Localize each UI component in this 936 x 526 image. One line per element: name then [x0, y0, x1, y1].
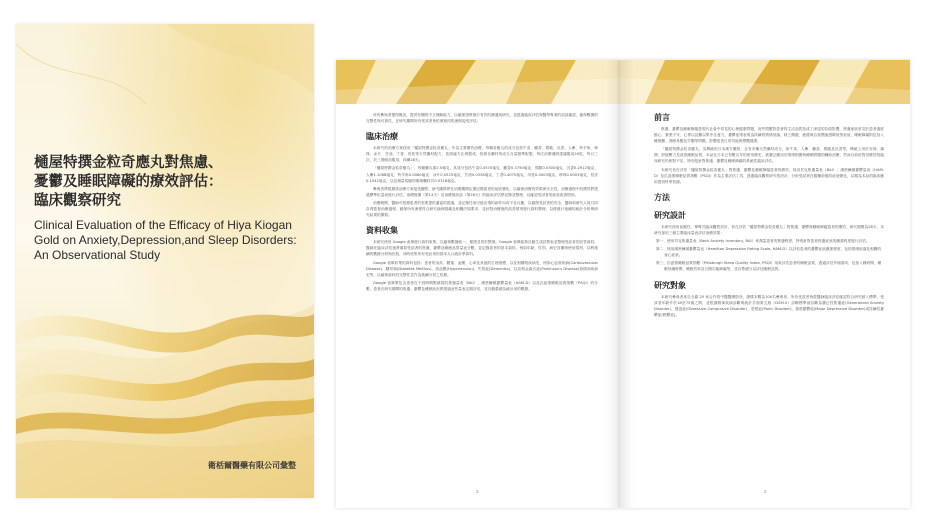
preface-paragraph-3: 本研究旨在評估「樋屋特撰金粒奇應丸」對焦慮、憂鬱及睡眠障礙患者的療效，採用貝克焦慮量表（BAI）、漢密爾頓憂鬱量表（HAM-D）及匹茲堡睡眠品質指數（PSQI）作為主要評估工具，透過臨床觀察研究的設計，分析受試者在服藥前後的症狀變化，以期為本品的臨床應用提供科學依據。: [654, 167, 884, 184]
page-left: [336, 60, 620, 508]
study-design-paragraph: 本研究採用前瞻性、單臂式臨床觀察設計，旨在評估「樋屋特撰金粒奇應丸」對焦慮、憂鬱與睡眠障礙患者的療效，研究期間為28天，本研究採用三個主要臨床量表評估治療效果：: [654, 224, 884, 235]
page-left-content: [366, 112, 598, 294]
preface-paragraph-1: 焦慮、憂鬱及睡眠障礙是現代社會中常見的心理健康問題，這些問題對患者的生活品質造成了深遠的負面影響，焦慮症狀常見於患者過度擔心、緊張不安、心悸以及難以集中注意力，憂鬱症則表現為持續的情緒低落、缺乏興趣、疲倦與自我價值感降低等症狀，睡眠障礙則包括入睡困難、淺眠易醒及早醒等問題，影響患者日常功能與整體健康。: [654, 127, 884, 144]
page-right-content: [654, 112, 884, 320]
cover-publisher: 衛栝爾醫藥有限公司彙整: [208, 461, 296, 470]
page-right: [620, 60, 910, 508]
cover-title-zh-line3: 臨床觀察研究: [34, 193, 121, 209]
treatment-paragraph-2: 「樋屋特撰金粒奇應丸」，每顆藥丸重2.5毫克，其成分包括牛黃0.0570毫克、麝香0.3750毫克、熊膽0.0300毫克、沉香0.2912毫克、人參1.1088毫克、羚羊角0.0080毫克、冰片0.0525毫克、甘油0.0338毫克、丁香0.4075毫克、肉桂0.0003毫克、珍珠0.0003毫克、桂皮0.1042毫克，以及微量的賦形劑與輔料共0.0318毫克。: [366, 166, 598, 183]
book-cover: [16, 24, 314, 498]
study-design-list: [654, 238, 884, 272]
treatment-paragraph-3: 參與者將根據該治療方案接受觀察，研究團隊將在治療期間定期記錄患者的症狀變化，以確保治療的效果與安全性，治療過程中的療效將透過標準化量表進行評估，治療後期（第14天）及治療後回訪（第28天）的臨床評估將記錄並整理，以確認受試者的症狀改善情形。: [366, 186, 598, 197]
section-heading-methods: 方法: [654, 192, 670, 202]
subsection-heading-study-design: 研究設計: [654, 210, 686, 220]
page-gutter-shadow: [620, 60, 634, 508]
page-number: 2: [764, 489, 767, 494]
cover-title-zh-line1: 樋屋特撰金粒奇應丸對焦慮、: [34, 155, 223, 171]
cover-title-chinese: [34, 154, 304, 211]
gold-header-band: [620, 60, 910, 104]
data-collection-paragraph-2: Google 表單收集的資料包括：患者的身高、體重、血壓、心率及其他的生理指標，以及相關的疾病史，例如心血管疾病(Cardiovascular Disease)、糖尿病(Diabetes Mellitus)、高血壓(Hypertension)、失智症(Dementia)、以及帕金森氏症(Parkinson's Disease)和精神疾病史等，以確保資料的完整性並作為後續分析之依據。: [366, 260, 598, 277]
study-subjects-paragraph: 本研究參與者來自全臺 20 家合作的中醫醫療院所，總樣本數為100名參與者，所有受試者皆經醫師臨床評估確認符合研究納入標準，受試者年齡介於18至75歲之間，並根據精神疾病診斷與統計手冊第五版（DSM-5）診斷標準被診斷為廣泛性焦慮症(Generalized Anxiety Disorder)、強迫症(Obsessive-Compulsive Disorder)、恐慌症(Panic Disorder)、重度憂鬱症(Major Depressive Disorder)或持續性憂鬱症(輕鬱症)。: [654, 294, 884, 317]
treatment-paragraph-1: 本研究的治療方案採用「樋屋特撰金粒奇應丸」作為主要療效治療，每顆奇應丸的成分包括牛黃、麝香、熊膽、沉香、人參、羚羊角、珍珠、冰片、甘油、丁香、肉桂等天然藥材配方，依照處方比例製成，依照各藥材的成分含量精準配製，每次治療遵照建議服用20粒，每日三次，於三餐飯前服用，持續28天。: [366, 146, 598, 163]
list-item: 第二、採用漢密爾頓憂鬱量表（Hamilton Depression Rating Scale, HAM-D）以評估患者的憂鬱症狀嚴重程度，包括情緒低落及相關的身心症狀。: [656, 247, 882, 258]
section-heading-data-collection: 資料收集: [366, 226, 398, 236]
subsection-heading-study-subjects: 研究對象: [654, 280, 686, 290]
cover-title-zh-line2: 憂鬱及睡眠障礙的療效評估：: [34, 174, 223, 190]
section-heading-preface: 前言: [654, 113, 670, 122]
list-item: 第一、使用貝克焦慮量表（Beck Anxiety Inventory, BAI）來測量患者的焦慮程度，特別針對患者焦慮症狀的嚴重程度進行評估。: [656, 239, 870, 244]
intro-paragraph: 所有參與者獲得概況，提供有關的中文理解能力，以確保證實施行有效的溝通與研究，並經過臨床評估與醫學專業的訪談確認，確保數據的完整性與可靠性，在研究期間所有受試者皆依照相同的流程接受評估。: [366, 113, 598, 124]
treatment-paragraph-4: 治療期間，醫師可根據患者的需要提供適當的建議，並記錄任何可能出現的副作用或不良反應，以確保受試者的安全，醫師和研究人員共同負責監督治療過程，確保所有流程符合研究倫理規範及相關法規要求，並針對治療後的改善情形進行資料整理，以便進行後續的統計分析與研究結果的撰寫。: [366, 200, 598, 218]
data-collection-paragraph-3: Google 表單將包含患者在不同時間點填寫的焦慮量表（BAI）、漢密爾頓憂鬱量表（HAM-D）以及匹茲堡睡眠品質指數（PSQI）的分數，患者在研究期間的焦慮、憂鬱及睡眠狀況將透過這些量表定期評估，並自動彙總為統計用的數據。: [366, 280, 598, 291]
data-collection-paragraph-1: 本研究使用 Google 表單進行資料收集，以確保數據統一、便捷並易於整理。Google 表單能夠自動生成試算表並整理受訪者的回答資料，醫師在臨床評估後將填寫受試者的焦慮、憂鬱及睡眠品質量表分數，並記錄患者的基本資料，例如年齡、性別、病史及藥物使用情形，以利後續的數據分析與比較，同時收集所有受訪者的基本人口統計學資料。: [366, 240, 598, 257]
page-gutter-shadow: [606, 60, 620, 508]
cover-title-en-line3: An Observational Study: [34, 248, 161, 262]
cover-title-en-line2: Gold on Anxiety,Depression,and Sleep Disorders:: [34, 233, 297, 247]
section-heading-treatment: 臨床治療: [366, 132, 398, 142]
page-number: 3: [476, 489, 479, 494]
list-item: 第三、匹茲堡睡眠品質指數（Pittsburgh Sleep Quality Index, PSQI）用來評估患者的睡眠品質，透過評估多個面向，包括入睡時間、睡眠持續時間、睡眠效率及日間功能障礙等，並計算總分以評估睡眠品質。: [656, 261, 882, 272]
cover-title-en-line1: Clinical Evaluation of the Efficacy of Hiya Kiogan: [34, 218, 292, 232]
preface-paragraph-2: 「樋屋特撰金粒奇應丸」為傳統的日本漢方藥物，含有多種天然藥材成分，如牛黃、人參、麝香、熊膽及沉香等，傳統上用於安神、鎮靜、舒緩壓力及改善睡眠品質，本品在日本已有數百年的使用歷史，被廣泛應用於情緒困擾與睡眠問題的輔助治療，然而目前針對其療效的臨床研究仍相對不足，特別是針對焦慮、憂鬱及睡眠障礙的系統性臨床評估。: [654, 147, 884, 164]
cover-title-english: [34, 218, 304, 263]
gold-header-band: [336, 60, 620, 104]
